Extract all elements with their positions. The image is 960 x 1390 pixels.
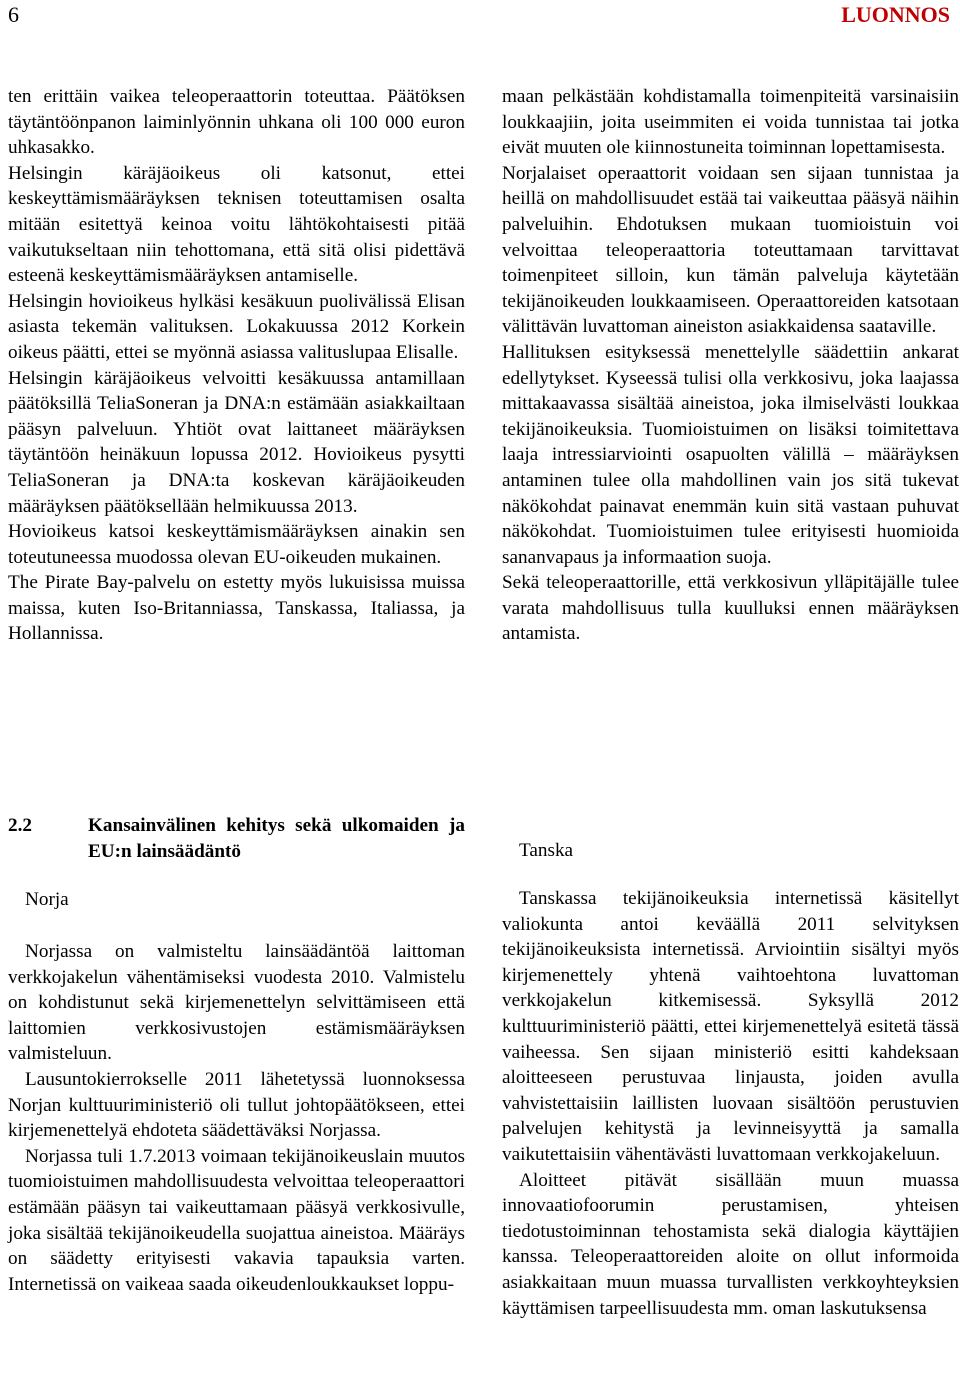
paragraph: The Pirate Bay-palvelu on estetty myös lukuisissa muissa maissa, kuten Iso-Britanniassa, Tanskassa, Italiassa, ja Hollannissa. bbox=[8, 572, 465, 645]
paragraph: ten erittäin vaikea teleoperaattorin toteuttaa. Päätöksen täytäntöönpanon laiminlyönnin uhkana oli 100 000 euron uhkasakko. bbox=[8, 86, 465, 159]
paragraph: Lausuntokierrokselle 2011 lähetetyssä luonnoksessa Norjan kulttuuriministeriö oli tullut johtopäätökseen, ettei kirjemenettelyä ehdoteta säädettäväksi Norjassa. bbox=[8, 1068, 465, 1142]
paragraph: Norjassa on valmisteltu lainsäädäntöä laittoman verkkojakelun vähentämiseksi vuodesta 2010. Valmistelu on kohdistunut sekä kirjemenettelyn selvittämiseen että laittomien verkkosivustojen estämismääräyksen valmisteluun. bbox=[8, 941, 465, 1065]
section-number: 2.2 bbox=[8, 815, 32, 836]
page-number: 6 bbox=[8, 2, 19, 27]
paragraph: Norjassa tuli 1.7.2013 voimaan tekijänoikeuslain muutos tuomioistuimen mahdollisuudesta velvoittaa teleoperaattori estämään pääsyn tai vaikeuttamaan pääsyä verkkosivulle, joka sisältää tekijänoikeudella suojattua aineistoa. Määräys on säädetty erityisesti vakavia tapauksia varten. Internetissä on vaikeaa saada oikeudenloukkaukset loppu- bbox=[8, 1145, 465, 1295]
section-heading bbox=[8, 813, 465, 864]
tanska-text bbox=[502, 886, 959, 1321]
draft-label: LUONNOS bbox=[841, 2, 950, 27]
paragraph: Sekä teleoperaattorille, että verkkosivun ylläpitäjälle tulee varata mahdollisuus tulla kuulluksi ennen määräyksen antamista. bbox=[502, 572, 959, 645]
paragraph: Tanskassa tekijänoikeuksia internetissä käsitellyt valiokunta antoi keväällä 2011 selvityksen tekijänoikeuksista internetissä. Arviointiin sisältyi myös kirjemenettely yhtenä vaihtoehtona luvattoman verkkojakelun kitkemisessä. Syksyllä 2012 kulttuuriministeriö päätti, ettei kirjemenettelyä esitetä tässä vaiheessa. Sen sijaan ministeriö esitti kahdeksaan aloitteeseen perustuvaa linjausta, joiden avulla vahvistettaisiin laillisten luovaan sisältöön perustuvien palvelujen kehitystä ja levinneisyyttä ja samalla vaikutettaisiin vähentävästi luvattomaan verkkojakeluun. bbox=[502, 888, 959, 1165]
paragraph: Norjalaiset operaattorit voidaan sen sijaan tunnistaa ja heillä on mahdollisuudet estää tai vaikeuttaa pääsyä näihin palveluihin. Ehdotuksen mukaan tuomioistuin voi velvoittaa teleoperaattoria toteuttamaan tarvittavat toimenpiteet silloin, kun tämän palveluja käytetään tekijänoikeuden loukkaamiseen. Operaattoreiden katsotaan välittävän luvattoman aineiston asiakkaidensa saataville. bbox=[502, 162, 959, 338]
section-title: Kansainvälinen kehitys sekä ulkomaiden ja EU:n lainsäädäntö bbox=[88, 815, 465, 862]
paragraph: Helsingin hovioikeus hylkäsi kesäkuun puolivälissä Elisan asiasta tekemän valituksen. Lokakuussa 2012 Korkein oikeus päätti, ettei se myönnä asiassa valituslupaa Elisalle. bbox=[8, 290, 465, 363]
subheading-norja: Norja bbox=[25, 889, 69, 910]
subheading-tanska: Tanska bbox=[519, 840, 574, 861]
paragraph: Hallituksen esityksessä menettelylle säädettiin ankarat edellytykset. Kyseessä tulisi olla verkkosivu, joka laajassa mittakaavassa sisältää aineistoa, joka ilmiselvästi loukkaa tekijänoikeuksia. Tuomioistuimen on lisäksi toimitettava laaja intressiarviointi osapuolten välillä – määräyksen antaminen tulee olla mahdollinen vain jos sitä tukevat näkökohdat painavat enemmän kuin sitä vastaan puhuvat näkökohdat. Tuomioistuimen tulee erityisesti huomioida sananvapaus ja informaation suoja. bbox=[502, 341, 959, 568]
paragraph: Helsingin käräjäoikeus velvoitti kesäkuussa antamillaan päätöksillä TeliaSoneran ja DNA:n estämään asiakkailtaan pääsyn palveluun. Yhtiöt ovat laittaneet määräyksen täytäntöön heinäkuun lopussa 2012. Hovioikeus pysytti TeliaSoneran ja DNA:ta koskevan käräjäoikeuden määräyksen päätöksellään helmikuussa 2013. bbox=[8, 367, 465, 517]
paragraph: Helsingin käräjäoikeus oli katsonut, ettei keskeyttämismääräyksen teknisen toteuttamisen osalta mitään esitettyä keinoa voitu lähtökohtaisesti pitää vaikutukseltaan niin tehottomana, että sitä olisi pidettävä esteenä keskeyttämismääräyksen antamiselle. bbox=[8, 162, 465, 287]
paragraph: Aloitteet pitävät sisällään muun muassa innovaatiofoorumin perustamisen, yhteisen tiedotustoiminnan tehostamista sekä dialogia käyttäjien kanssa. Teleoperaattoreiden aloite on ollut informoida asiakkaitaan muun muassa turvallisten verkkoyhteyksien käyttämisen tarpeellisuudesta mm. oman laskutuksensa bbox=[502, 1169, 959, 1319]
left-column-top bbox=[8, 84, 465, 647]
right-column-top bbox=[502, 84, 959, 647]
norja-text bbox=[8, 939, 465, 1297]
paragraph: Hovioikeus katsoi keskeyttämismääräyksen ainakin sen toteutuneessa muodossa olevan EU-oikeuden mukainen. bbox=[8, 521, 465, 568]
paragraph: maan pelkästään kohdistamalla toimenpiteitä varsinaisiin loukkaajiin, joita useimmiten ei voida tunnistaa tai jotka eivät muuten ole kiinnostuneita toiminnan lopettamisesta. bbox=[502, 86, 959, 159]
